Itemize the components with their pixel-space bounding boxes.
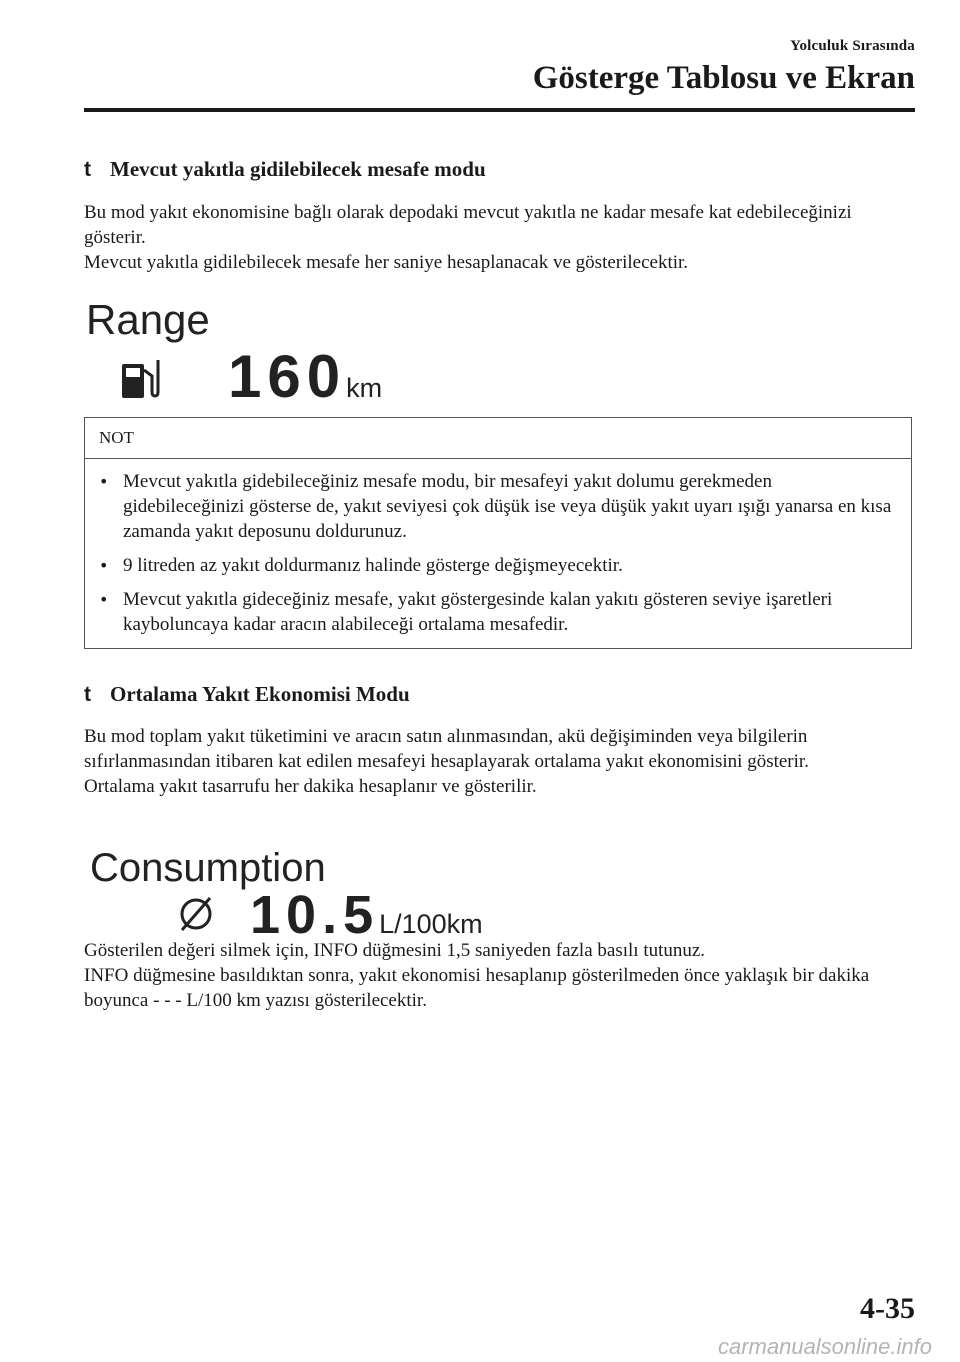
consumption-value: 10.5 [250, 885, 380, 945]
average-symbol-icon [176, 894, 216, 939]
note-box [84, 417, 912, 649]
page-title: Gösterge Tablosu ve Ekran [532, 60, 915, 96]
range-value: 160 [228, 343, 347, 410]
note-item: • 9 litreden az yakıt doldurmanız halinde gösterge değişmeyecektir. [99, 553, 897, 578]
consumption-heading [84, 682, 410, 707]
consumption-value-group [250, 884, 483, 946]
consumption-paragraph [84, 724, 884, 799]
fuel-pump-icon [118, 352, 162, 405]
heading-bullet: t [84, 158, 91, 181]
watermark: carmanualsonline.info [717, 1334, 932, 1359]
header-divider [84, 108, 915, 112]
range-heading [84, 157, 486, 182]
range-label: Range [86, 296, 210, 343]
consumption-after-paragraph [84, 938, 884, 1013]
paragraph-line: INFO düğmesine basıldıktan sonra, yakıt ekonomisi hesaplanıp gösterilmeden önce yaklaşık bir dakika boyunca - - - L/100 km yazısı gösterilecektir. [84, 965, 870, 1011]
note-item: • Mevcut yakıtla gidebileceğiniz mesafe modu, bir mesafeyi yakıt dolumu gerekmeden gidebileceğinizi gösterse de, yakıt seviyesi çok düşük ise veya düşük yakıt uyarı ışığı yanarsa en kısa zamanda yakıt deposunu doldurunuz. [99, 469, 897, 544]
range-value-group [228, 342, 382, 411]
note-list [85, 459, 911, 637]
note-item: • Mevcut yakıtla gideceğiniz mesafe, yakıt göstergesinde kalan yakıtı gösteren seviye işaretleri kayboluncaya kadar aracın alabileceği ortalama mesafedir. [99, 587, 897, 637]
note-title: NOT [85, 418, 911, 459]
page-number: 4-35 [860, 1292, 915, 1325]
paragraph-line: Ortalama yakıt tasarrufu her dakika hesaplanır ve gösterilir. [84, 776, 537, 797]
paragraph-line: Gösterilen değeri silmek için, INFO düğmesini 1,5 saniyeden fazla basılı tutunuz. [84, 940, 706, 961]
range-heading-text: Mevcut yakıtla gidilebilecek mesafe modu [110, 157, 486, 181]
paragraph-line: Bu mod yakıt ekonomisine bağlı olarak depodaki mevcut yakıtla ne kadar mesafe kat edebileceğinizi gösterir. [84, 202, 852, 248]
section-label: Yolculuk Sırasında [790, 38, 915, 54]
paragraph-line: Bu mod toplam yakıt tüketimini ve aracın satın alınmasından, akü değişiminden veya bilgilerin sıfırlanmasından itibaren kat edilen mesafeyi hesaplayarak ortalama yakıt ekonomisini gösterir. [84, 726, 809, 772]
consumption-unit: L/100km [379, 909, 483, 939]
consumption-heading-text: Ortalama Yakıt Ekonomisi Modu [110, 682, 410, 706]
range-unit: km [346, 373, 383, 403]
range-paragraph [84, 200, 884, 275]
range-display [86, 296, 210, 344]
heading-bullet: t [84, 683, 91, 706]
consumption-label: Consumption [90, 846, 326, 890]
paragraph-line: Mevcut yakıtla gidilebilecek mesafe her saniye hesaplanacak ve gösterilecektir. [84, 252, 689, 273]
